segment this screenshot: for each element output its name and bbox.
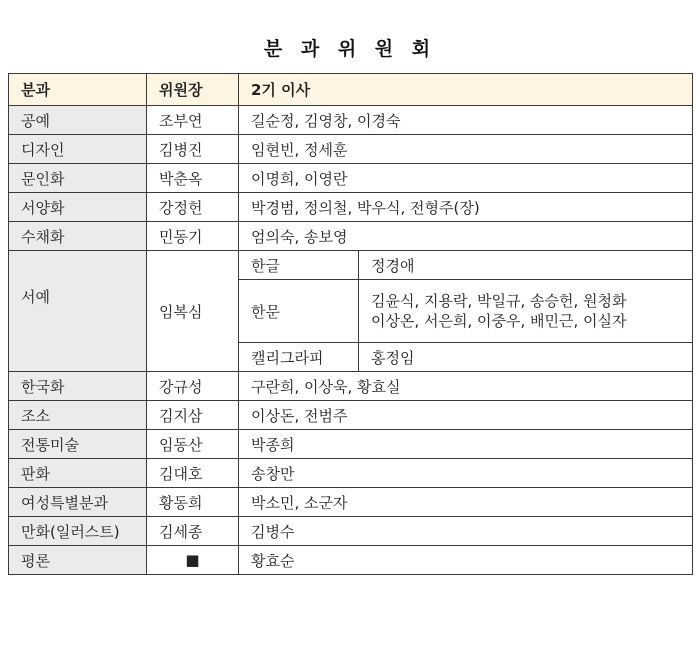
row-chair: 김병진 <box>147 135 239 164</box>
sub-category: 한글 <box>239 251 359 280</box>
table-row <box>9 106 693 135</box>
row-chair: 황동희 <box>147 488 239 517</box>
row-chair: 김대호 <box>147 459 239 488</box>
row-chair: 조부연 <box>147 106 239 135</box>
row-category: 서양화 <box>9 193 147 222</box>
row-chair-empty <box>147 546 239 575</box>
row-directors: 엄의숙, 송보영 <box>239 222 693 251</box>
row-directors: 박종희 <box>239 430 693 459</box>
sub-members <box>359 280 693 343</box>
table-row <box>9 401 693 430</box>
row-category: 공예 <box>9 106 147 135</box>
table-row <box>9 222 693 251</box>
row-category: 여성특별분과 <box>9 488 147 517</box>
header-category: 분과 <box>9 74 147 106</box>
row-category: 한국화 <box>9 372 147 401</box>
row-category: 디자인 <box>9 135 147 164</box>
row-category: 판화 <box>9 459 147 488</box>
header-chair: 위원장 <box>147 74 239 106</box>
table-row-calligraphy <box>9 251 693 280</box>
row-category: 전통미술 <box>9 430 147 459</box>
row-chair: 김지삼 <box>147 401 239 430</box>
sub-members: 홍정임 <box>359 343 693 372</box>
table-row <box>9 488 693 517</box>
table-row <box>9 135 693 164</box>
table-row <box>9 546 693 575</box>
row-chair: 임복심 <box>147 251 239 372</box>
row-directors: 박경범, 정의철, 박우식, 전형주(장) <box>239 193 693 222</box>
sub-members-line: 김윤식, 지용락, 박일규, 송승헌, 원청화 <box>371 292 627 310</box>
sub-members: 정경애 <box>359 251 693 280</box>
sub-category: 한문 <box>239 280 359 343</box>
table-row <box>9 193 693 222</box>
row-directors: 송창만 <box>239 459 693 488</box>
row-chair: 민동기 <box>147 222 239 251</box>
committee-table <box>8 73 693 575</box>
sub-members-line: 이상온, 서은희, 이중우, 배민근, 이실자 <box>371 312 627 330</box>
row-chair: 박춘옥 <box>147 164 239 193</box>
row-directors: 길순정, 김영창, 이경숙 <box>239 106 693 135</box>
table-row <box>9 459 693 488</box>
black-square-icon: ■ <box>185 551 200 569</box>
row-chair: 임동산 <box>147 430 239 459</box>
row-directors: 구란희, 이상욱, 황효실 <box>239 372 693 401</box>
table-row <box>9 164 693 193</box>
row-category: 서예 <box>9 251 147 372</box>
row-directors: 황효순 <box>239 546 693 575</box>
row-category: 조소 <box>9 401 147 430</box>
table-row <box>9 430 693 459</box>
row-directors: 임현빈, 정세훈 <box>239 135 693 164</box>
header-directors: 2기 이사 <box>239 74 693 106</box>
page-title: 분 과 위 원 회 <box>263 38 437 60</box>
row-category: 만화(일러스트) <box>9 517 147 546</box>
row-directors: 이명희, 이영란 <box>239 164 693 193</box>
row-directors: 박소민, 소군자 <box>239 488 693 517</box>
table-header-row <box>9 74 693 106</box>
row-chair: 김세종 <box>147 517 239 546</box>
row-category: 평론 <box>9 546 147 575</box>
row-directors: 김병수 <box>239 517 693 546</box>
row-directors: 이상돈, 전범주 <box>239 401 693 430</box>
row-category: 문인화 <box>9 164 147 193</box>
row-chair: 강정헌 <box>147 193 239 222</box>
table-row <box>9 372 693 401</box>
table-row <box>9 517 693 546</box>
sub-category: 캘리그라피 <box>239 343 359 372</box>
row-category: 수채화 <box>9 222 147 251</box>
row-chair: 강규성 <box>147 372 239 401</box>
